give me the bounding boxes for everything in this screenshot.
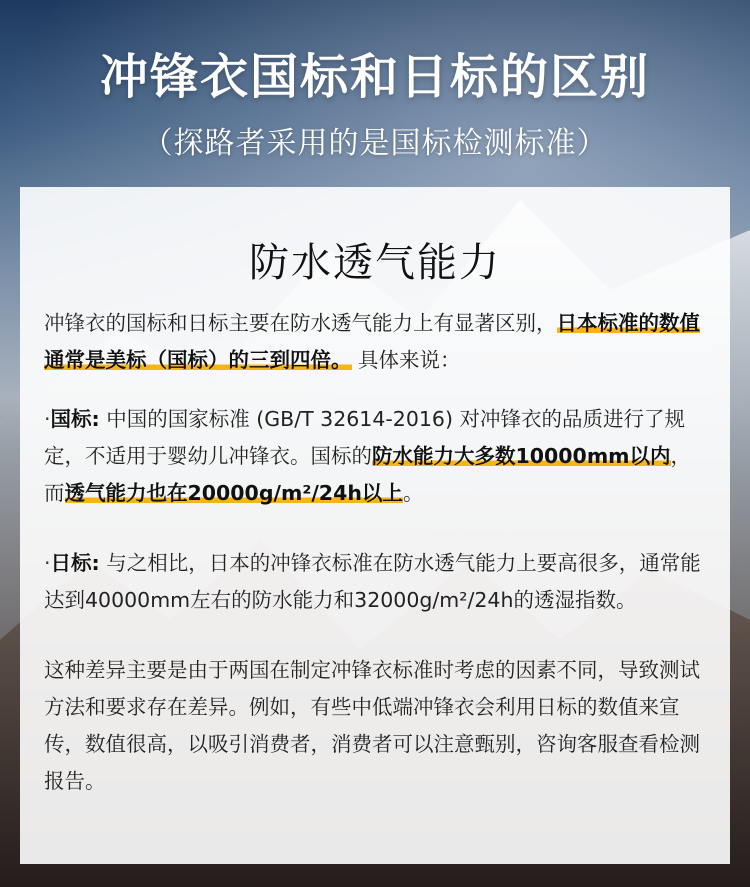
jis-text: 与之相比，日本的冲锋衣标准在防水透气能力上要高很多，通常能达到40000mm左右的防水能力和32000g/m²/24h的透湿指数。 xyxy=(44,551,701,612)
jis-label: 日标: xyxy=(50,551,100,575)
section-heading: 防水透气能力 xyxy=(249,240,501,286)
bullet-dot: · xyxy=(44,407,51,431)
gb-label: 国标: xyxy=(50,407,100,431)
intro-paragraph xyxy=(44,305,706,379)
page-subtitle: （探路者采用的是国标检测标准） xyxy=(142,126,608,161)
gb-waterproof-highlight: 防水能力大多数10000mm以内 xyxy=(372,444,671,468)
intro-text-tail: 具体来说： xyxy=(351,348,461,372)
content-card xyxy=(20,187,730,864)
gb-text: 中国的国家标准 (GB/T 32614-2016) 对冲锋衣的品质进行了规定，不适用于婴幼儿冲锋衣。国标的 xyxy=(44,407,685,468)
intro-highlight: 日本标准的数值通常是美标（国标）的三到四倍。 xyxy=(44,311,700,372)
gb-breathability-highlight: 透气能力也在20000g/m²/24h以上 xyxy=(64,481,403,505)
gb-text-mid: ，而 xyxy=(44,444,692,505)
intro-text: 冲锋衣的国标和日标主要在防水透气能力上有显著区别， xyxy=(44,311,557,335)
jis-paragraph xyxy=(44,545,706,619)
conclusion-paragraph: 这种差异主要是由于两国在制定冲锋衣标准时考虑的因素不同，导致测试方法和要求存在差异。例如，有些中低端冲锋衣会利用日标的数值来宣传，数值很高，以吸引消费者，消费者可以注意甄别，咨询客服查看检测报告。 xyxy=(44,658,700,793)
bullet-dot: · xyxy=(44,551,51,575)
page-title: 冲锋衣国标和日标的区别 xyxy=(99,49,650,105)
gb-paragraph xyxy=(44,401,706,512)
gb-text-end: 。 xyxy=(402,481,424,505)
